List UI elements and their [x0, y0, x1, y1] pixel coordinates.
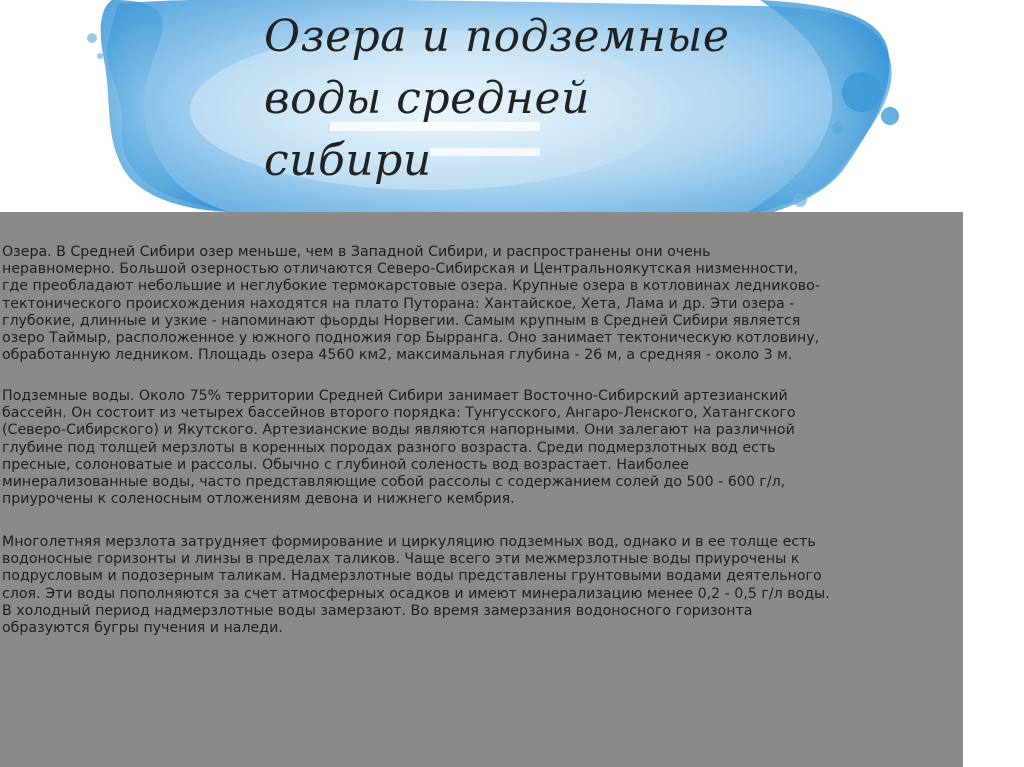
text-line: (Северо-Сибирского) и Якутского. Артезианские воды являются напорными. Они залегают на различной	[2, 422, 795, 439]
text-line: водоносные горизонты и линзы в пределах таликов. Чаще всего эти межмерзлотные воды приурочены к	[2, 551, 800, 568]
text-line: обработанную ледником. Площадь озера 4560 км2, максимальная глубина - 26 м, а средняя - около 3 м.	[2, 347, 793, 364]
text-line: пресные, солоноватые и рассолы. Обычно с глубиной соленость вод возрастает. Наиболее	[2, 456, 689, 473]
slide-title-line: Озера и подземные	[264, 11, 730, 62]
slide-title	[264, 6, 729, 192]
slide-title-line: воды средней	[264, 73, 590, 124]
paragraph-groundwater	[2, 388, 964, 508]
slide-title-line: сибири	[264, 135, 432, 186]
text-line: минерализованные воды, часто представляющие собой рассолы с содержанием солей до 500 - 600 г/л,	[2, 474, 786, 491]
text-line: Подземные воды. Около 75% территории Средней Сибири занимает Восточно-Сибирский артезианский	[2, 388, 788, 404]
text-line: где преобладают небольшие и неглубокие термокарстовые озера. Крупные озера в котловинах ледниково-	[2, 278, 820, 295]
text-line: образуются бугры пучения и наледи.	[2, 620, 283, 637]
text-line: В холодный период надмерзлотные воды замерзают. Во время замерзания водоносного горизонта	[2, 602, 753, 619]
text-line: озеро Таймыр, расположенное у южного подножия гор Бырранга. Оно занимает тектоническую котловину,	[2, 330, 820, 347]
text-line: Многолетняя мерзлота затрудняет формирование и циркуляцию подземных вод, однако и в ее толще есть	[2, 534, 816, 550]
text-line: подрусловым и подозерным таликам. Надмерзлотные воды представлены грунтовыми водами деятельного	[2, 568, 822, 585]
text-line: тектонического происхождения находятся на плато Путорана: Хантайское, Хета, Лама и др. Эти озера -	[2, 295, 795, 312]
text-line: приурочены к соленосным отложениям девона и нижнего кембрия.	[2, 491, 515, 508]
text-line: глубине под толщей мерзлоты в коренных породах разного возраста. Среди подмерзлотных вод есть	[2, 439, 776, 456]
paragraph-permafrost	[2, 534, 964, 637]
paragraph-lakes	[2, 244, 964, 364]
text-line: слоя. Эти воды пополняются за счет атмосферных осадков и имеют минерализацию менее 0,2 - 0,5 г/л воды.	[2, 585, 830, 602]
text-line: бассейн. Он состоит из четырех бассейнов второго порядка: Тунгусского, Ангаро-Ленского, Хатангского	[2, 405, 796, 422]
text-line: Озера. В Средней Сибири озер меньше, чем в Западной Сибири, и распространены они очень	[2, 244, 711, 260]
text-line: неравномерно. Большой озерностью отличаются Северо-Сибирская и Центральноякутская низменности,	[2, 261, 799, 278]
text-line: глубокие, длинные и узкие - напоминают фьорды Норвегии. Самым крупным в Средней Сибири является	[2, 312, 801, 329]
